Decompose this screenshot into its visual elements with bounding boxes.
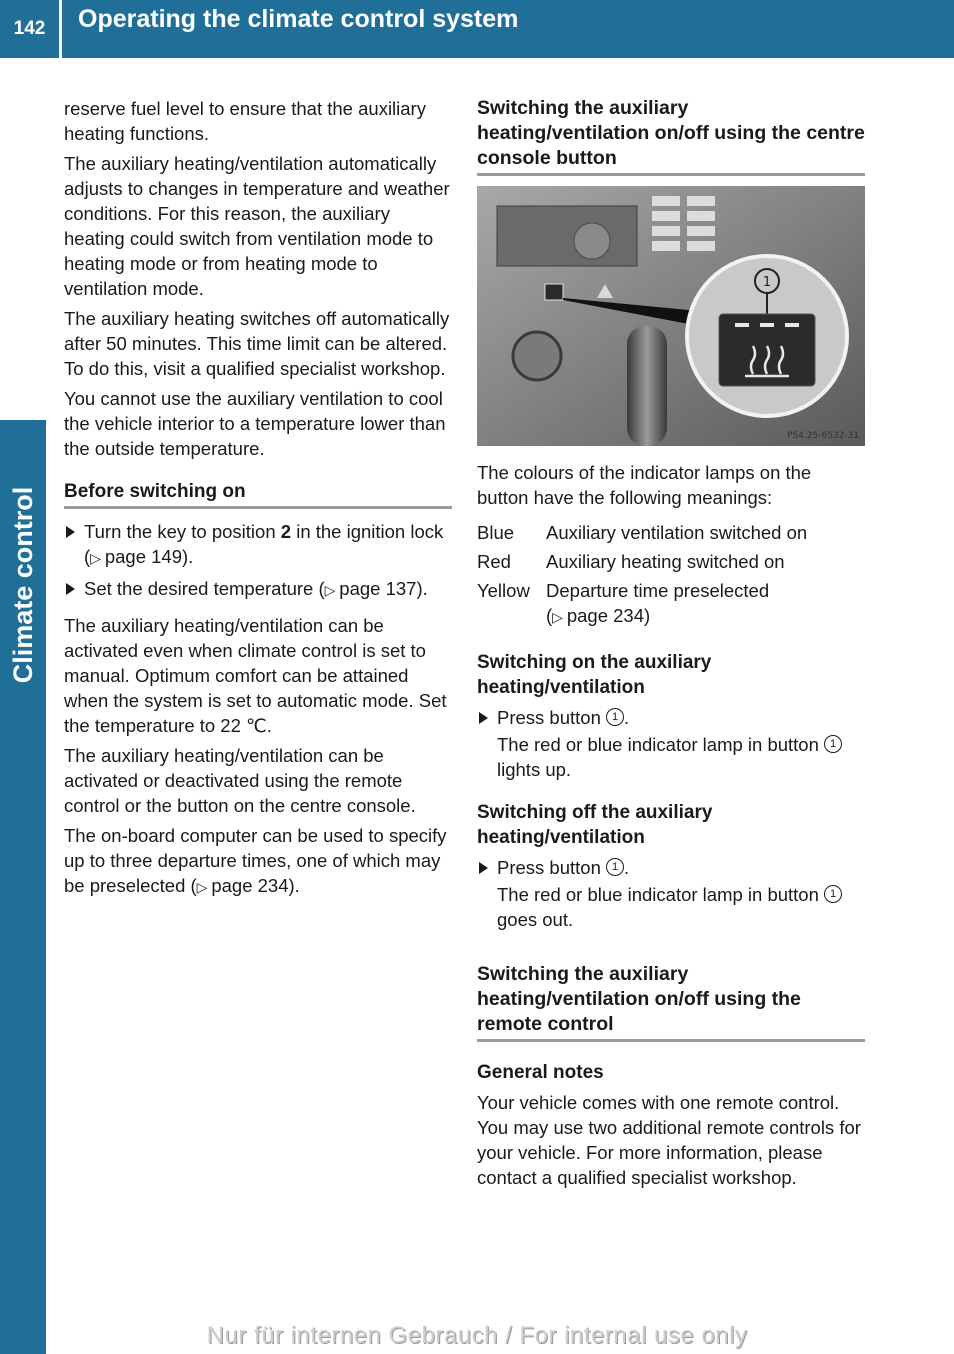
paragraph: The auxiliary heating/ventilation automatically adjusts to changes in temperature and weather conditions. For this reason, the auxiliary heating could switch from ventilation mode to heating mode or from heating mode to ventilation mode. <box>64 153 450 299</box>
switching-on-heading: Switching on the auxiliary heating/ventilation <box>477 652 712 698</box>
step-arrow-icon <box>66 583 75 595</box>
callout-number: 1 <box>762 275 772 290</box>
paragraph: You cannot use the auxiliary ventilation to cool the vehicle interior to a temperature lower than the outside temperature. <box>64 388 446 459</box>
chapter-tab-label: Climate control <box>8 486 38 684</box>
page-ref-icon: ▷ <box>196 879 212 895</box>
page-ref-icon: ▷ <box>324 582 340 598</box>
page-reference[interactable]: page 234). <box>211 875 300 896</box>
watermark: Nur für internen Gebrauch / For internal use only <box>206 1322 748 1349</box>
instruction-step: Set the desired temperature (▷ page 137). <box>64 576 452 603</box>
colour-meaning: Auxiliary heating switched on <box>546 551 785 572</box>
instruction-step: Press button 1 . The red or blue indicator lamp in button 1 goes out. <box>477 855 865 932</box>
page-reference[interactable]: page 137). <box>339 578 428 599</box>
colour-name: Yellow <box>477 580 530 601</box>
page-number: 142 <box>0 0 62 58</box>
colour-name: Red <box>477 551 511 572</box>
paragraph: The auxiliary heating switches off automatically after 50 minutes. This time limit can be altered. To do this, visit a qualified specialist workshop. <box>64 308 450 379</box>
page-reference[interactable]: page 149). <box>104 546 194 567</box>
table-row <box>477 518 807 547</box>
colour-name: Blue <box>477 522 515 543</box>
section-heading-console: Switching the auxiliary heating/ventilation on/off using the centre console button <box>477 96 865 176</box>
instruction-step: Press button 1 . The red or blue indicator lamp in button 1 lights up. <box>477 705 865 782</box>
console-button-photo <box>477 186 865 446</box>
callout-1-icon: 1 <box>824 885 842 903</box>
callout-1-icon: 1 <box>606 708 624 726</box>
colour-meaning: Departure time preselected (▷ page 234) <box>546 580 770 626</box>
step-arrow-icon <box>479 712 488 724</box>
switching-off-heading: Switching off the auxiliary heating/ventilation <box>477 802 713 848</box>
paragraph: The colours of the indicator lamps on the button have the following meanings: <box>477 462 812 508</box>
step-arrow-icon <box>479 862 488 874</box>
section-heading-remote: Switching the auxiliary heating/ventilation on/off using the remote control <box>477 962 865 1042</box>
paragraph: reserve fuel level to ensure that the auxiliary heating functions. <box>64 98 426 144</box>
general-notes-heading: General notes <box>477 1062 604 1083</box>
page-reference[interactable]: page 234) <box>566 605 651 626</box>
indicator-colour-table <box>477 518 807 632</box>
callout-1-icon: 1 <box>824 735 842 753</box>
callout-1-icon: 1 <box>606 858 624 876</box>
page-title: Operating the climate control system <box>78 5 519 33</box>
page-ref-icon: ▷ <box>90 550 105 566</box>
instruction-step: Turn the key to position 2 in the ignition lock (▷ page 149). <box>64 519 452 571</box>
paragraph: The on-board computer can be used to specify up to three departure times, one of which may be preselected (▷ page 234). <box>64 825 447 896</box>
paragraph: The auxiliary heating/ventilation can be activated or deactivated using the remote control or the button on the centre console. <box>64 745 416 816</box>
step-result: The red or blue indicator lamp in button 1 goes out. <box>497 882 865 932</box>
table-row <box>477 576 807 632</box>
step-result: The red or blue indicator lamp in button 1 lights up. <box>497 732 865 782</box>
header-bar <box>0 0 954 58</box>
colour-meaning: Auxiliary ventilation switched on <box>546 522 808 543</box>
left-column <box>64 96 452 905</box>
table-row <box>477 547 807 576</box>
photo-code: P54.25-6532-31 <box>786 431 859 441</box>
page-ref-icon: ▷ <box>552 609 567 625</box>
before-switching-heading: Before switching on <box>64 479 452 509</box>
right-column <box>477 96 865 1195</box>
paragraph: Your vehicle comes with one remote control. You may use two additional remote controls for your vehicle. For more information, please contact a qualified specialist workshop. <box>477 1092 861 1188</box>
paragraph: The auxiliary heating/ventilation can be activated even when climate control is set to manual. Optimum comfort can be attained when the system is set to automatic mode. Set the temperature to 22 ℃. <box>64 615 447 736</box>
step-arrow-icon <box>66 526 75 538</box>
